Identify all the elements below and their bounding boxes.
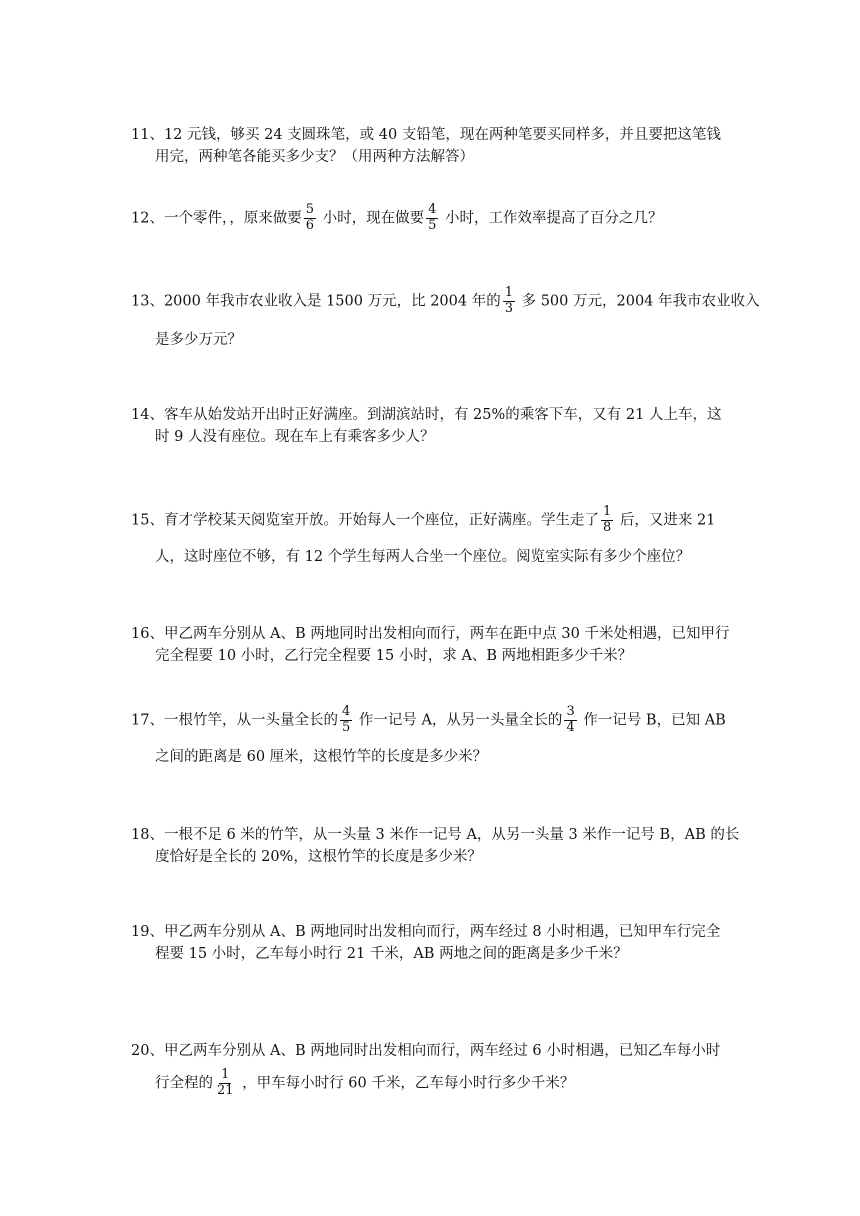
problem-15-line-1 (131, 505, 731, 536)
problem-13-line-2: 是多少万元？ (155, 331, 242, 348)
problem-15-text-1: 15、育才学校某天阅览室开放。开始每人一个座位，正好满座。学生走了 (131, 512, 599, 529)
problem-17-text-1: 17、一根竹竿，从一头量全长的 (131, 712, 338, 729)
problem-20-text-2: ，甲车每小时行 60 千米，乙车每小时行多少千米？ (237, 1075, 575, 1092)
fraction-numerator: 1 (602, 504, 612, 519)
problem-13 (131, 285, 760, 351)
fraction-4-5 (426, 203, 438, 234)
problem-15-text-2: 后，又进来 21 (615, 512, 716, 529)
fraction-1-8 (601, 505, 613, 536)
problem-14 (131, 404, 731, 449)
problem-16 (131, 623, 731, 668)
problem-13-line-1 (131, 285, 760, 317)
problem-12-text-1: 12、一个零件，，原来做要 (131, 210, 302, 227)
problem-20 (131, 1040, 731, 1099)
problem-15 (131, 505, 731, 568)
problem-18-line-1: 18、一根不足 6 米的竹竿，从一头量 3 米作一记号 A，从另一头量 3 米作一记号 B，AB 的长 (131, 827, 740, 843)
problem-17-text-2: 作一记号 A，从另一头量全长的 (354, 712, 563, 729)
fraction-numerator: 1 (221, 1067, 230, 1083)
fraction-denominator: 8 (602, 519, 612, 535)
fraction-1-3 (503, 286, 515, 317)
problem-19-line-2: 程要 15 小时，乙车每小时行 21 千米，AB 两地之间的距离是多少千米？ (155, 946, 628, 963)
problem-11-line-2: 用完，两种笔各能买多少支？（用两种方法解答） (155, 149, 474, 166)
problem-20-text-1: 行全程的 (155, 1075, 213, 1092)
fraction-3-4 (564, 705, 576, 736)
fraction-numerator: 1 (504, 285, 513, 300)
problem-16-line-2: 完全程要 10 小时，乙行完全程要 15 小时，求 A、B 两地相距多少千米？ (155, 648, 633, 665)
problem-19-line-1: 19、甲乙两车分别从 A、B 两地同时出发相向而行，两车经过 8 小时相遇，已知甲车行完全 (131, 924, 721, 940)
problem-15-line-2: 人，这时座位不够，有 12 个学生每两人合坐一个座位。阅览室实际有多少个座位？ (155, 548, 691, 565)
problem-11 (131, 124, 731, 169)
fraction-denominator: 21 (217, 1083, 234, 1099)
problem-17-text-3: 作一记号 B，已知 AB (578, 712, 726, 729)
problem-13-text-1: 13、2000 年我市农业收入是 1500 万元，比 2004 年的 (131, 293, 501, 310)
problem-12 (131, 203, 731, 234)
fraction-denominator: 3 (504, 300, 513, 316)
problem-17 (131, 705, 731, 768)
problem-12-line-1 (131, 203, 731, 234)
fraction-4-5 (340, 705, 352, 736)
fraction-5-6 (304, 203, 316, 234)
fraction-numerator: 3 (566, 704, 575, 719)
fraction-denominator: 5 (428, 217, 437, 233)
problem-18 (131, 824, 740, 869)
problem-20-line-1: 20、甲乙两车分别从 A、B 两地同时出发相向而行，两车经过 6 小时相遇，已知乙车每小时 (131, 1043, 721, 1059)
problem-17-line-1 (131, 705, 731, 736)
problem-12-text-3: 小时，工作效率提高了百分之几？ (440, 210, 663, 227)
problem-18-line-2: 度恰好是全长的 20%，这根竹竿的长度是多少米？ (155, 849, 482, 866)
problem-12-text-2: 小时，现在做要 (317, 210, 425, 227)
problem-19 (131, 921, 731, 966)
problem-11-line-1: 11、12 元钱，够买 24 支圆珠笔，或 40 支铅笔，现在两种笔要买同样多，并且要把这笔钱 (131, 127, 721, 143)
problem-13-text-2: 多 500 万元，2004 年我市农业收入 (516, 293, 760, 310)
problem-14-line-1: 14、客车从始发站开出时正好满座。到湖滨站时，有 25%的乘客下车，又有 21 人上车，这 (131, 407, 722, 423)
fraction-denominator: 5 (341, 719, 351, 735)
fraction-denominator: 6 (305, 217, 314, 233)
fraction-1-21 (215, 1068, 236, 1099)
problem-20-line-2 (131, 1068, 731, 1099)
fraction-numerator: 4 (341, 704, 351, 719)
problem-16-line-1: 16、甲乙两车分别从 A、B 两地同时出发相向而行，两车在距中点 30 千米处相遇，已知甲行 (131, 626, 730, 642)
fraction-numerator: 4 (428, 202, 437, 217)
problem-17-line-2: 之间的距离是 60 厘米，这根竹竿的长度是多少米？ (155, 748, 488, 765)
fraction-numerator: 5 (305, 202, 314, 217)
problem-14-line-2: 时 9 人没有座位。现在车上有乘客多少人？ (155, 429, 435, 446)
fraction-denominator: 4 (566, 719, 575, 735)
